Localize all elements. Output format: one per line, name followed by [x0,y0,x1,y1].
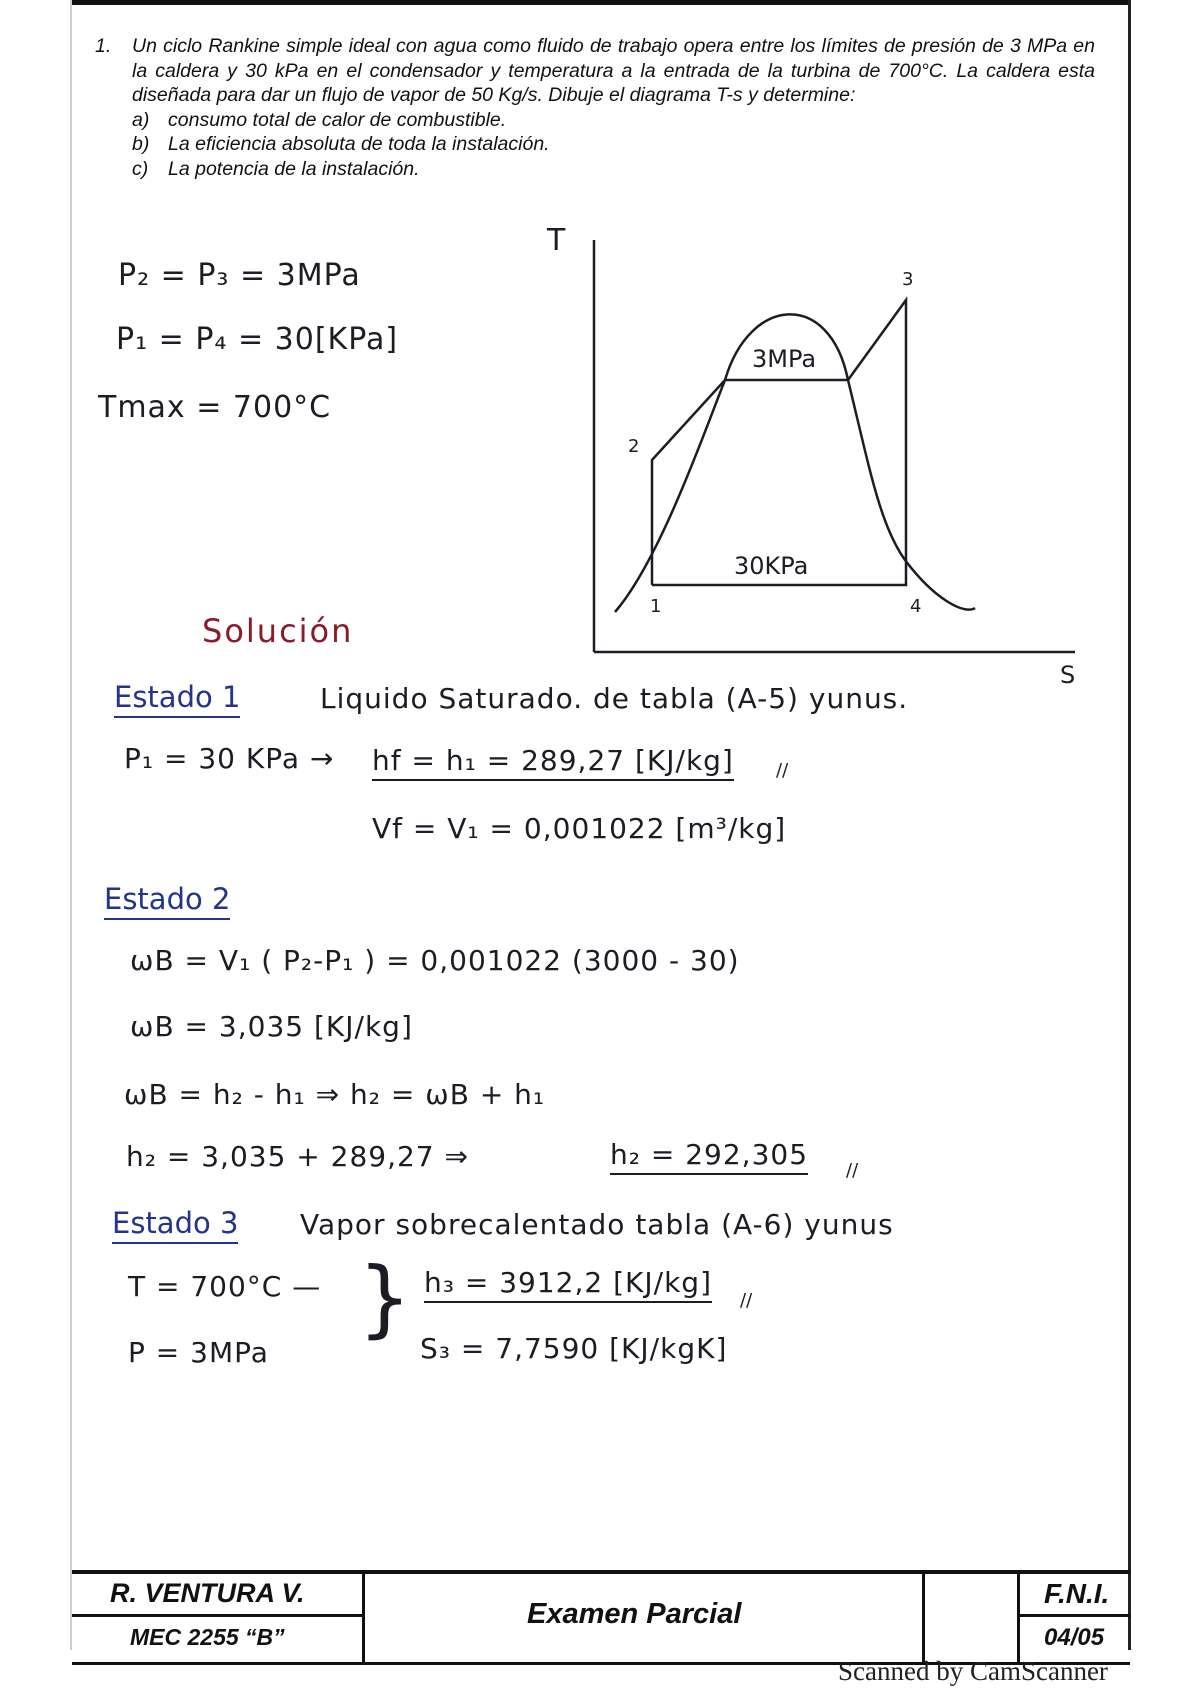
state3-heading: Estado 3 [112,1206,238,1244]
state2-enthalpy-result: h₂ = 292,305 [610,1138,808,1175]
problem-item-c: c) La potencia de la instalación. [132,157,420,180]
problem-item-b: b) La eficiencia absoluta de toda la instalación. [132,133,550,155]
state2-heading: Estado 2 [104,882,230,920]
state2-equation-2: ωB = 3,035 [KJ/kg] [130,1010,413,1043]
rankine-cycle-path [652,300,906,585]
state1-result-mark: // [776,760,789,781]
t-axis-label: T [547,223,566,258]
state1-volume: Vf = V₁ = 0,001022 [m³/kg] [372,812,787,845]
footer-course: MEC 2255 “B” [130,1624,285,1650]
state3-entropy: S₃ = 7,7590 [KJ/kgK] [420,1332,728,1365]
state3-enthalpy: h₃ = 3912,2 [KJ/kg] [424,1266,712,1303]
footer-right-divider [1017,1614,1130,1617]
footer-faculty: F.N.I. [1044,1578,1110,1609]
state3-description: Vapor sobrecalentado tabla (A-6) yunus [300,1208,894,1241]
state3-temperature: T = 700°C — [128,1270,322,1303]
low-pressure-label: 30KPa [734,552,809,580]
state1-description: Liquido Saturado. de tabla (A-5) yunus. [320,682,909,715]
solution-title: Solución [202,612,354,650]
state3-brace: } [358,1249,412,1347]
given-pressure-high: P₂ = P₃ = 3MPa [118,258,361,293]
problem-text: Un ciclo Rankine simple ideal con agua como fluido de trabajo opera entre los límites de presión de 3 MPa en la caldera y 30 kPa en el condensador y temperatura a la entrada de la turbina de 700°C. La caldera esta diseñada para dar un flujo de vapor de 50 Kg/s. Dibuje el diagrama T-s y determine: [132,35,1095,106]
given-pressure-low: P₁ = P₄ = 30[KPa] [116,322,399,357]
high-pressure-label: 3MPa [752,345,817,373]
footer-page-number: 04/05 [1044,1624,1105,1651]
problem-items [132,108,1095,182]
page-right-edge [1128,0,1131,1650]
state1-pressure: P₁ = 30 KPa → [124,742,335,775]
scanner-watermark: Scanned by CamScanner [838,1656,1108,1686]
state2-equation-4: h₂ = 3,035 + 289,27 ⇒ [126,1140,469,1173]
footer-left-divider [72,1614,362,1617]
footer-author: R. VENTURA V. [110,1578,305,1608]
state3-pressure: P = 3MPa [128,1336,269,1369]
state3-result-mark: // [740,1290,753,1311]
problem-number: 1. [95,35,112,57]
state2-equation-1: ωB = V₁ ( P₂-P₁ ) = 0,001022 (3000 - 30) [130,944,740,977]
saturation-dome [615,314,975,612]
state-label-4: 4 [910,596,922,617]
state1-enthalpy: hf = h₁ = 289,27 [KJ/kg] [372,744,734,781]
given-tmax: Tmax = 700°C [98,390,332,425]
page-left-edge [70,0,72,1650]
state1-heading: Estado 1 [114,680,240,718]
footer-table [72,1570,1130,1665]
s-axis-label: S [1060,661,1076,689]
footer-empty-cell [922,1574,1020,1662]
problem-statement [95,34,1095,181]
footer-exam-title: Examen Parcial [527,1598,742,1630]
state-label-3: 3 [902,269,914,290]
state2-equation-3: ωB = h₂ - h₁ ⇒ h₂ = ωB + h₁ [124,1078,546,1111]
state-label-1: 1 [650,596,662,617]
page-top-edge [70,0,1130,5]
state-label-2: 2 [628,436,640,457]
problem-item-a: a) consumo total de calor de combustible. [132,108,507,131]
state2-result-mark: // [846,1160,859,1181]
